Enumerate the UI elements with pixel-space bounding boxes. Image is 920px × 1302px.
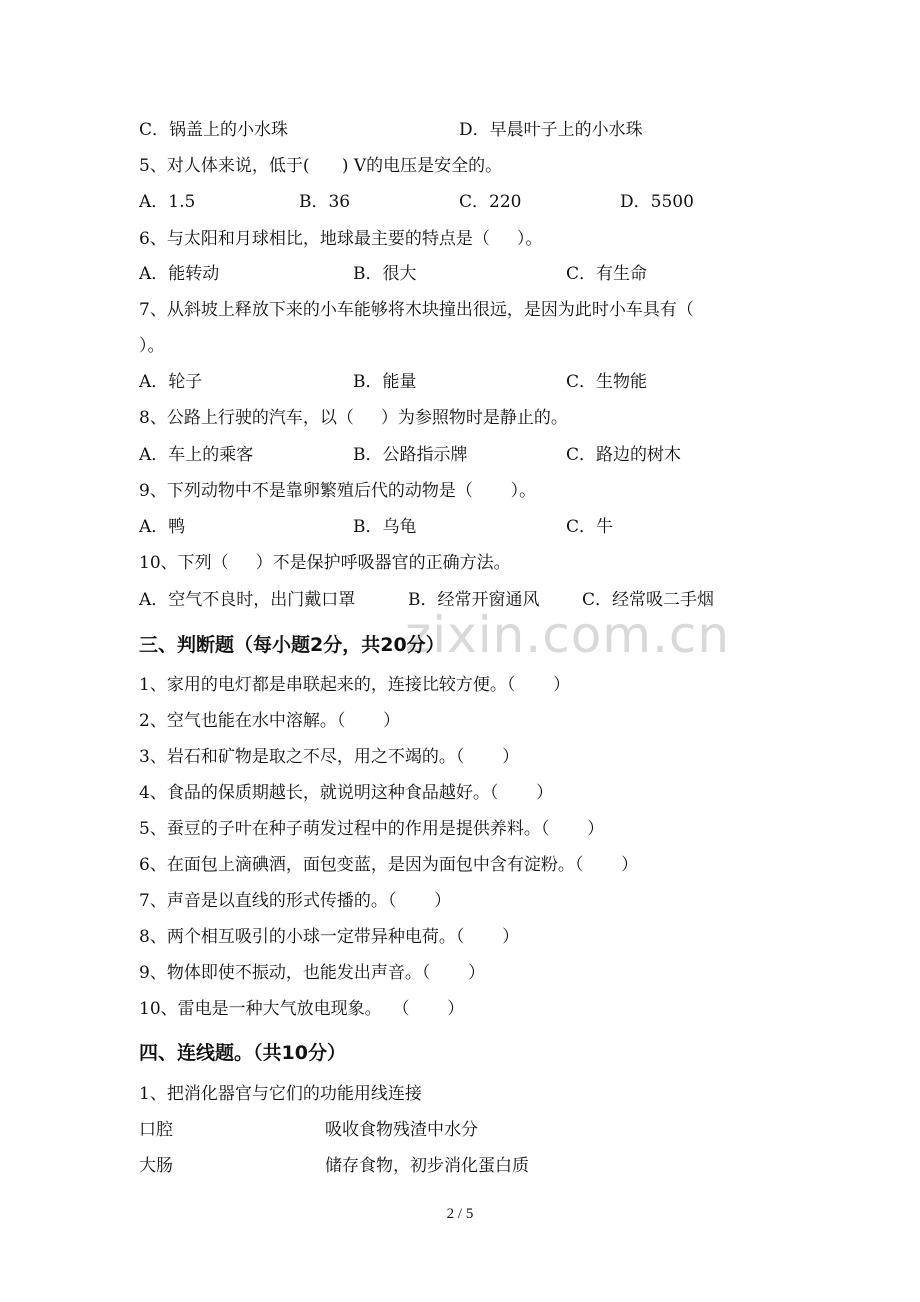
q8-option-b: B．公路指示牌 <box>353 445 468 465</box>
q10-option-a: A．空气不良时，出门戴口罩 <box>139 590 356 610</box>
q6-option-b: B．很大 <box>353 264 417 284</box>
matching-function: 吸收食物残渣中水分 <box>325 1120 478 1140</box>
q9-option-a: A．鸭 <box>139 517 186 537</box>
judgment-item: 1、家用的电灯都是串联起来的，连接比较方便。（ ） <box>139 675 571 695</box>
q6-option-c: C．有生命 <box>566 264 648 284</box>
q10-option-c: C．经常吸二手烟 <box>582 590 715 610</box>
q9-option-b: B．乌龟 <box>353 517 417 537</box>
matching-question: 1、把消化器官与它们的功能用线连接 <box>139 1084 422 1104</box>
judgment-item: 7、声音是以直线的形式传播的。（ ） <box>139 891 452 911</box>
q7-option-b: B．能量 <box>353 372 417 392</box>
q4-option-d: D．早晨叶子上的小水珠 <box>459 120 643 140</box>
q7-stem-line1: 7、从斜坡上释放下来的小车能够将木块撞出很远，是因为此时小车具有（ <box>139 300 694 320</box>
q7-stem-line2: ）。 <box>139 336 165 356</box>
q5-option-a: A．1.5 <box>139 192 196 212</box>
judgment-item: 4、食品的保质期越长，就说明这种食品越好。（ ） <box>139 783 554 803</box>
judgment-item: 6、在面包上滴碘酒，面包变蓝，是因为面包中含有淀粉。（ ） <box>139 855 639 875</box>
judgment-item: 3、岩石和矿物是取之不尽，用之不竭的。（ ） <box>139 747 520 767</box>
q5-option-b: B．36 <box>299 192 351 212</box>
q8-stem: 8、公路上行驶的汽车，以（ ）为参照物时是静止的。 <box>139 408 568 428</box>
q10-stem: 10、下列（ ）不是保护呼吸器官的正确方法。 <box>139 553 511 573</box>
q5-option-c: C．220 <box>459 192 522 212</box>
section4-title: 四、连线题。（共10分） <box>139 1042 346 1064</box>
q4-option-c: C．锅盖上的小水珠 <box>139 120 289 140</box>
q5-option-d: D．5500 <box>620 192 694 212</box>
q7-option-a: A．轮子 <box>139 372 203 392</box>
matching-function: 储存食物，初步消化蛋白质 <box>325 1156 529 1176</box>
judgment-item: 9、物体即使不振动，也能发出声音。（ ） <box>139 963 486 983</box>
q8-option-c: C．路边的树木 <box>566 445 682 465</box>
section3-title: 三、判断题（每小题2分，共20分） <box>139 634 445 656</box>
q9-stem: 9、下列动物中不是靠卵繁殖后代的动物是（ ）。 <box>139 481 537 501</box>
page-number: 2 / 5 <box>446 1206 474 1222</box>
judgment-item: 2、空气也能在水中溶解。（ ） <box>139 711 401 731</box>
watermark: zixin.com.cn <box>405 606 731 664</box>
judgment-item: 8、两个相互吸引的小球一定带异种电荷。（ ） <box>139 927 520 947</box>
q9-option-c: C．牛 <box>566 517 614 537</box>
q8-option-a: A．车上的乘客 <box>139 445 254 465</box>
q5-stem: 5、对人体来说，低于( ) V的电压是安全的。 <box>139 156 503 176</box>
q10-option-b: B．经常开窗通风 <box>408 590 540 610</box>
q6-option-a: A．能转动 <box>139 264 220 284</box>
judgment-item: 10、雷电是一种大气放电现象。 （ ） <box>139 999 465 1019</box>
q6-stem: 6、与太阳和月球相比，地球最主要的特点是（ ）。 <box>139 229 543 249</box>
matching-organ: 口腔 <box>139 1120 173 1140</box>
judgment-item: 5、蚕豆的子叶在种子萌发过程中的作用是提供养料。（ ） <box>139 819 605 839</box>
q7-option-c: C．生物能 <box>566 372 648 392</box>
matching-organ: 大肠 <box>139 1156 173 1176</box>
